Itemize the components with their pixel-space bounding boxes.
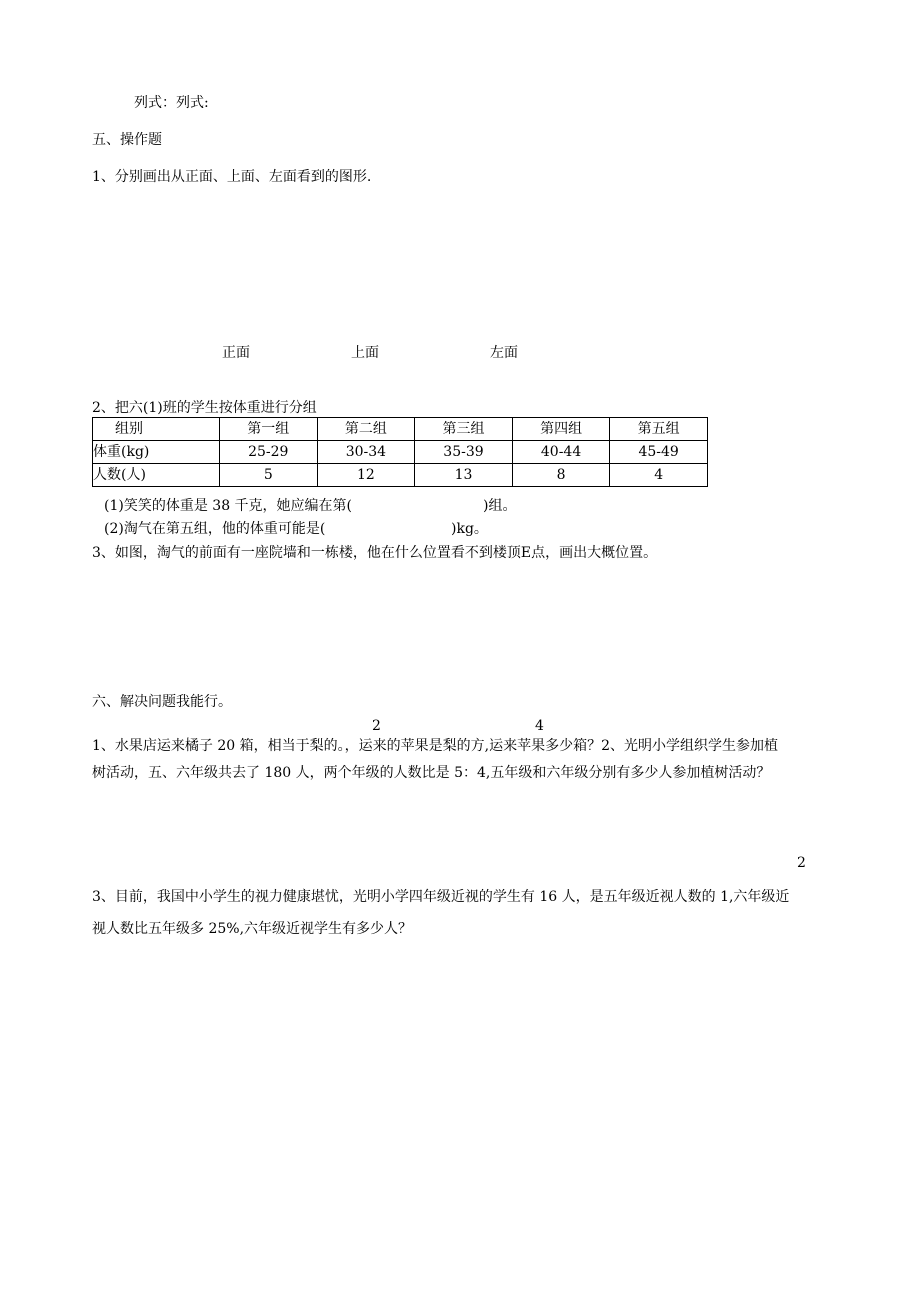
table-cell: 45-49 [610,441,708,464]
table-cell: 13 [415,464,513,487]
table-cell: 12 [317,464,415,487]
table-header-cell: 第二组 [317,418,415,441]
table-cell: 人数(人) [93,464,220,487]
table-cell: 5 [220,464,318,487]
formula-line: 列式：列式: [134,95,209,111]
table-header-cell: 第五组 [610,418,708,441]
table-cell: 35-39 [415,441,513,464]
sub-question-2-suffix: )kg。 [451,521,488,537]
view-label-left: 左面 [490,345,518,361]
fraction-denominator: 2 [797,855,806,871]
section-6-title: 六、解决问题我能行。 [92,694,232,710]
table-cell: 30-34 [317,441,415,464]
question-6-1-line-1: 1、水果店运来橘子 20 箱，相当于梨的。，运来的苹果是梨的方,运来苹果多少箱？2、光明小学组织学生参加植 [92,738,778,754]
view-label-front: 正面 [222,345,250,361]
sub-question-2-prefix: (2)淘气在第五组，他的体重可能是( [104,521,326,537]
table-cell: 体重(kg) [93,441,220,464]
question-5-3: 3、如图，淘气的前面有一座院墙和一栋楼，他在什么位置看不到楼顶E点，画出大概位置。 [92,545,658,561]
question-5-1: 1、分别画出从正面、上面、左面看到的图形. [92,169,372,185]
table-header-cell: 第一组 [220,418,318,441]
question-6-3-line-1: 3、目前，我国中小学生的视力健康堪忧，光明小学四年级近视的学生有 16 人，是五年级近视人数的 1,六年级近 [92,889,790,905]
table-cell: 8 [512,464,610,487]
sub-question-1-suffix: )组。 [483,498,517,514]
table-header-cell: 第四组 [512,418,610,441]
table-cell: 4 [610,464,708,487]
sub-question-1-prefix: (1)笑笑的体重是 38 千克，她应编在第( [104,498,353,514]
question-6-1-line-2: 树活动，五、六年级共去了 180 人，两个年级的人数比是 5：4,五年级和六年级分别有多少人参加植树活动？ [92,765,771,781]
fraction-denominator: 2 [372,718,381,734]
table-header-cell: 组别 [93,418,220,441]
table-header-cell: 第三组 [415,418,513,441]
table-cell: 40-44 [512,441,610,464]
question-5-2: 2、把六(1)班的学生按体重进行分组 [92,400,317,416]
fraction-denominator: 4 [535,718,544,734]
view-label-top: 上面 [351,345,379,361]
table-row [93,441,708,464]
section-5-title: 五、操作题 [92,132,162,148]
question-6-3-line-2: 视人数比五年级多 25%,六年级近视学生有多少人？ [92,921,413,937]
table-header-row [93,418,708,441]
table-row [93,464,708,487]
table-cell: 25-29 [220,441,318,464]
weight-group-table [92,417,708,487]
